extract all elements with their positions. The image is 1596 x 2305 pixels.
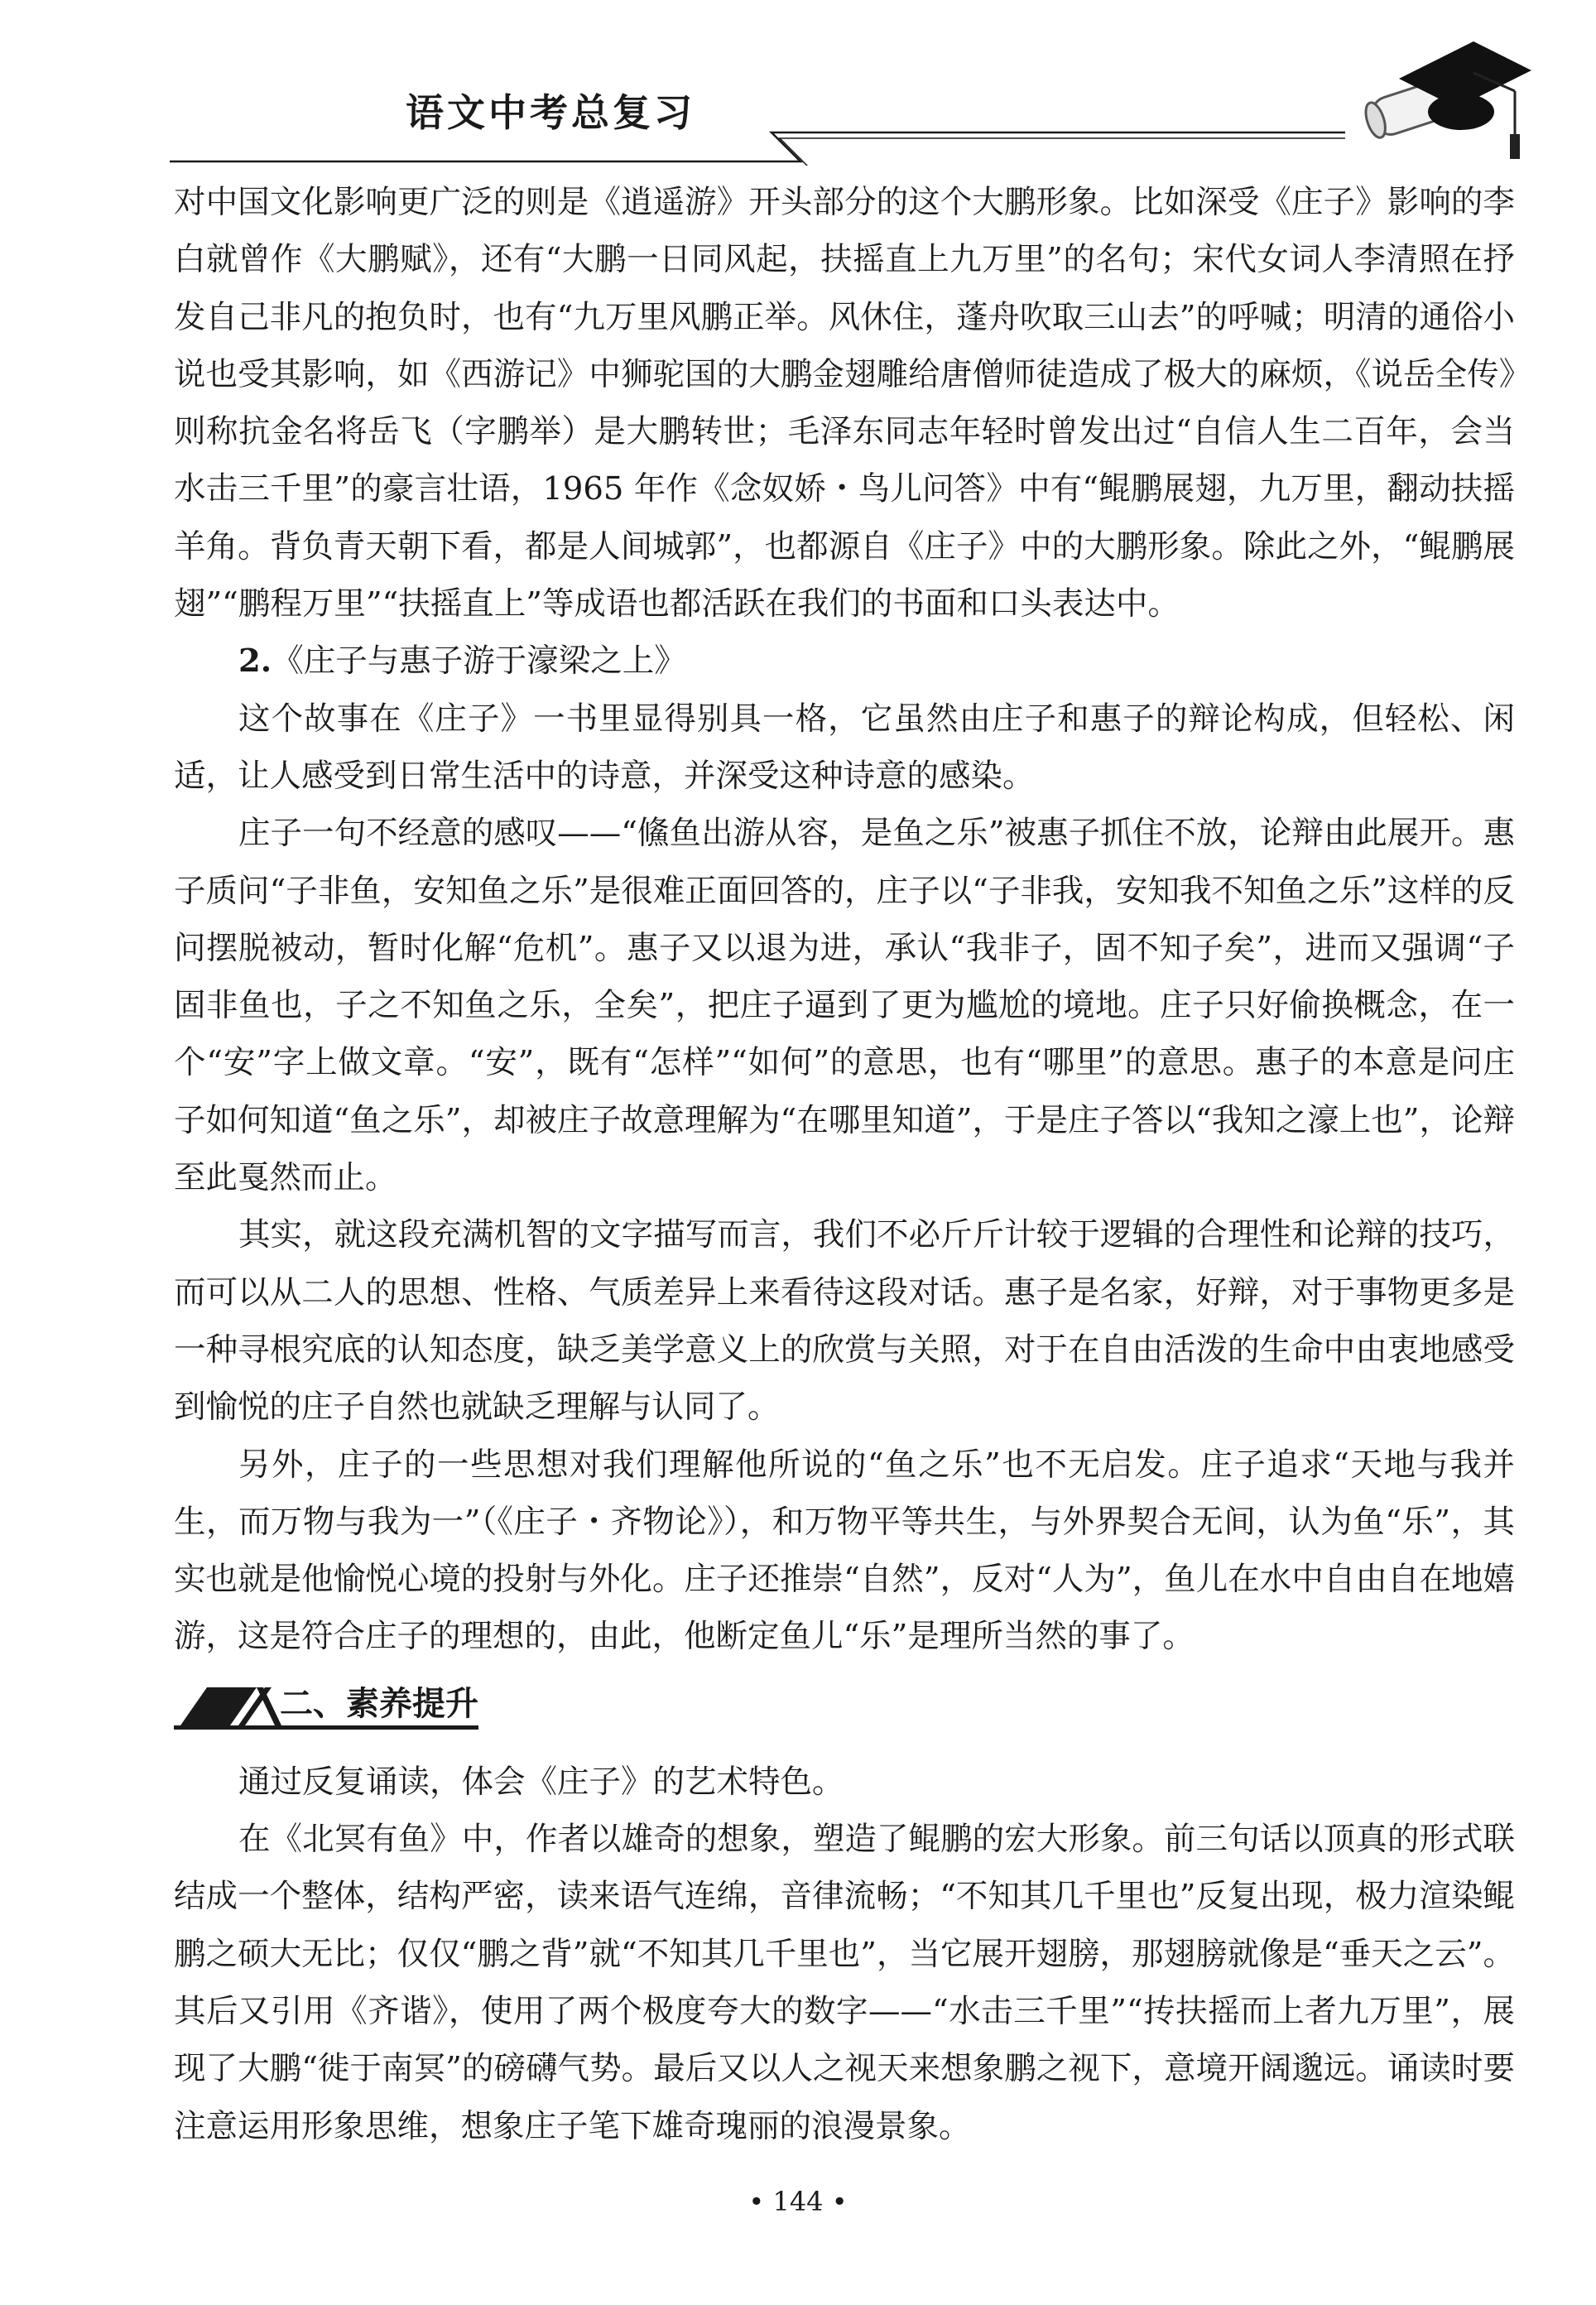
body-paragraph: 其实，就这段充满机智的文字描写而言，我们不必斤斤计较于逻辑的合理性和论辩的技巧，而可以从二人的思想、性格、气质差异上来看待这段对话。惠子是名家，好辩，对于事物更多是一种寻根究底的认知态度，缺乏美学意义上的欣赏与关照，对于在自由活泼的生命中由衷地感受到愉悦的庄子自然也就缺乏理解与认同了。: [174, 1216, 1515, 1427]
page-header: [0, 0, 1596, 174]
header-rule-decoration: [170, 91, 1378, 166]
body-paragraph: 在《北冥有鱼》中，作者以雄奇的想象，塑造了鲲鹏的宏大形象。前三句话以顶真的形式联结成一个整体，结构严密，读来语气连绵，音律流畅；“不知其几千里也”反复出现，极力渲染鲲鹏之硕大无比；仅仅“鹏之背”就“不知其几千里也”，当它展开翅膀，那翅膀就像是“垂天之云”。其后又引用《齐谐》，使用了两个极度夸大的数字——“水击三千里”“抟扶摇而上者九万里”，展现了大鹏“徙于南冥”的磅礴气势。最后又以人之视天来想象鹏之视下，意境开阔邈远。诵读时要注意运用形象思维，想象庄子笔下雄奇瑰丽的浪漫景象。: [174, 1821, 1515, 2145]
subheading-number: 2.: [238, 642, 272, 681]
section-bars-icon: [174, 1687, 281, 1725]
subheading-text: 《庄子与惠子游于濠梁之上》: [272, 642, 686, 681]
page-number: • 144 •: [748, 2186, 848, 2217]
body-paragraph: 对中国文化影响更广泛的则是《逍遥游》开头部分的这个大鹏形象。比如深受《庄子》影响的李白就曾作《大鹏赋》，还有“大鹏一日同风起，扶摇直上九万里”的名句；宋代女词人李清照在抒发自己非凡的抱负时，也有“九万里风鹏正举。风休住，蓬舟吹取三山去”的呼喊；明清的通俗小说也受其影响，如《西游记》中狮驼国的大鹏金翅雕给唐僧师徒造成了极大的麻烦，《说岳全传》则称抗金名将岳飞（字鹏举）是大鹏转世；毛泽东同志年轻时曾发出过“自信人生二百年，会当水击三千里”的豪言壮语，1965 年作《念奴娇・鸟儿问答》中有“鲲鹏展翅，九万里，翻动扶摇羊角。背负青天朝下看，都是人间城郭”，也都源自《庄子》中的大鹏形象。除此之外，“鲲鹏展翅”“鹏程万里”“扶摇直上”等成语也都活跃在我们的书面和口头表达中。: [174, 184, 1515, 623]
section-title: 二、素养提升: [280, 1684, 478, 1723]
body-paragraph: 另外，庄子的一些思想对我们理解他所说的“鱼之乐”也不无启发。庄子追求“天地与我并生，而万物与我为一”（《庄子・齐物论》），和万物平等共生，与外界契合无间，认为鱼“乐”，其实也就是他愉悦心境的投射与外化。庄子还推崇“自然”，反对“人为”，鱼儿在水中自由自在地嬉游，这是符合庄子的理想的，由此，他断定鱼儿“乐”是理所当然的事了。: [174, 1446, 1515, 1656]
section-underline: [174, 1725, 478, 1730]
page-body: [174, 174, 1515, 2155]
section-heading: [174, 1672, 1515, 1745]
body-paragraph: 庄子一句不经意的感叹——“鯈鱼出游从容，是鱼之乐”被惠子抓住不放，论辩由此展开。惠子质问“子非鱼，安知鱼之乐”是很难正面回答的，庄子以“子非我，安知我不知鱼之乐”这样的反问摆脱被动，暂时化解“危机”。惠子又以退为进，承认“我非子，固不知子矣”，进而又强调“子固非鱼也，子之不知鱼之乐，全矣”，把庄子逼到了更为尴尬的境地。庄子只好偷换概念，在一个“安”字上做文章。“安”，既有“怎样”“如何”的意思，也有“哪里”的意思。惠子的本意是问庄子如何知道“鱼之乐”，却被庄子故意理解为“在哪里知道”，于是庄子答以“我知之濠上也”，论辩至此戛然而止。: [174, 815, 1515, 1197]
subheading: [174, 633, 1515, 690]
body-paragraph: 通过反复诵读，体会《庄子》的艺术特色。: [238, 1763, 844, 1801]
graduation-cap-icon: [1349, 33, 1531, 166]
body-paragraph: 这个故事在《庄子》一书里显得别具一格，它虽然由庄子和惠子的辩论构成，但轻松、闲适，让人感受到日常生活中的诗意，并深受这种诗意的感染。: [174, 700, 1515, 795]
header-title: 语文中考总复习: [406, 90, 695, 135]
